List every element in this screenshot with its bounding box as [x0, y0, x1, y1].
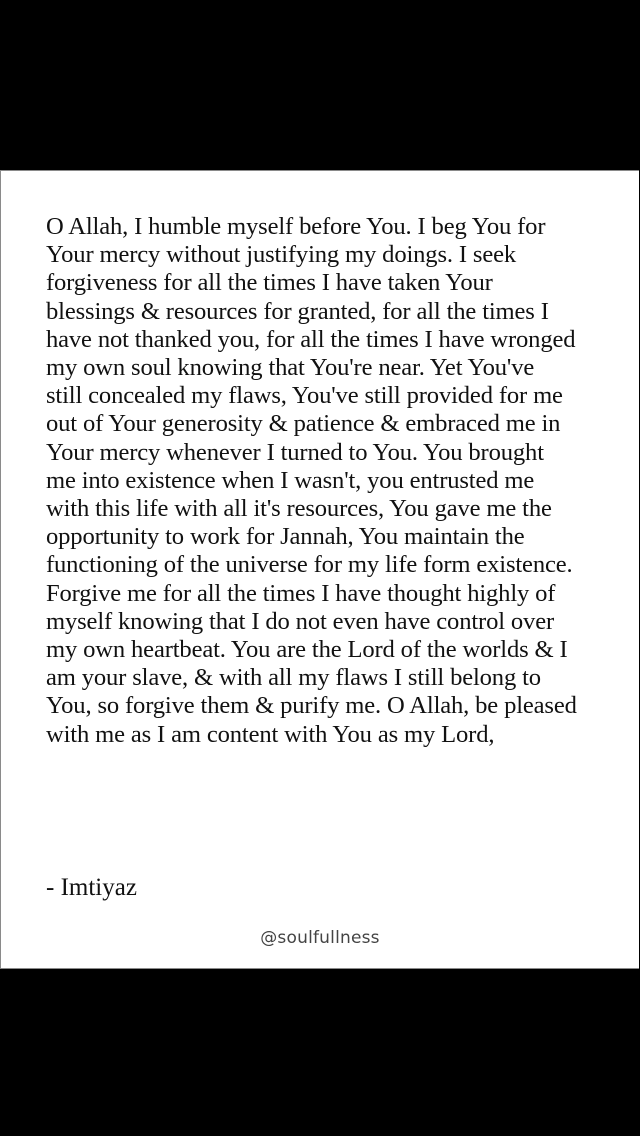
- quote-line: forgiveness for all the times I have taken Your: [46, 269, 493, 297]
- quote-line: Your mercy without justifying my doings. I seek: [46, 241, 517, 269]
- quote-card: [0, 170, 639, 969]
- quote-line: O Allah, I humble myself before You. I beg You for: [46, 213, 546, 240]
- quote-line: my own soul knowing that You're near. Yet You've: [46, 354, 535, 382]
- quote-line: me into existence when I wasn't, you entrusted me: [46, 466, 535, 494]
- account-handle: @soulfullness: [260, 928, 380, 948]
- quote-line: am your slave, & with all my flaws I still belong to: [46, 664, 541, 692]
- quote-line: blessings & resources for granted, for all the times I: [46, 297, 549, 325]
- quote-line: still concealed my flaws, You've still provided for me: [46, 382, 563, 410]
- quote-line: with this life with all it's resources, You gave me the: [46, 495, 552, 523]
- quote-line: Forgive me for all the times I have thought highly of: [46, 579, 556, 607]
- quote-line: You, so forgive them & purify me. O Allah, be pleased: [46, 692, 577, 720]
- quote-line: myself knowing that I do not even have control over: [46, 607, 555, 635]
- quote-line: functioning of the universe for my life form existence.: [46, 551, 573, 579]
- quote-line: my own heartbeat. You are the Lord of the worlds & I: [46, 636, 568, 664]
- quote-line: with me as I am content with You as my Lord,: [46, 720, 495, 748]
- quote-line: have not thanked you, for all the times I have wronged: [46, 325, 576, 353]
- author-signature: - Imtiyaz: [46, 874, 137, 901]
- quote-line: opportunity to work for Jannah, You maintain the: [46, 523, 525, 551]
- quote-line: Your mercy whenever I turned to You. You brought: [46, 438, 544, 466]
- quote-text: [46, 213, 636, 749]
- quote-line: out of Your generosity & patience & embraced me in: [46, 410, 561, 438]
